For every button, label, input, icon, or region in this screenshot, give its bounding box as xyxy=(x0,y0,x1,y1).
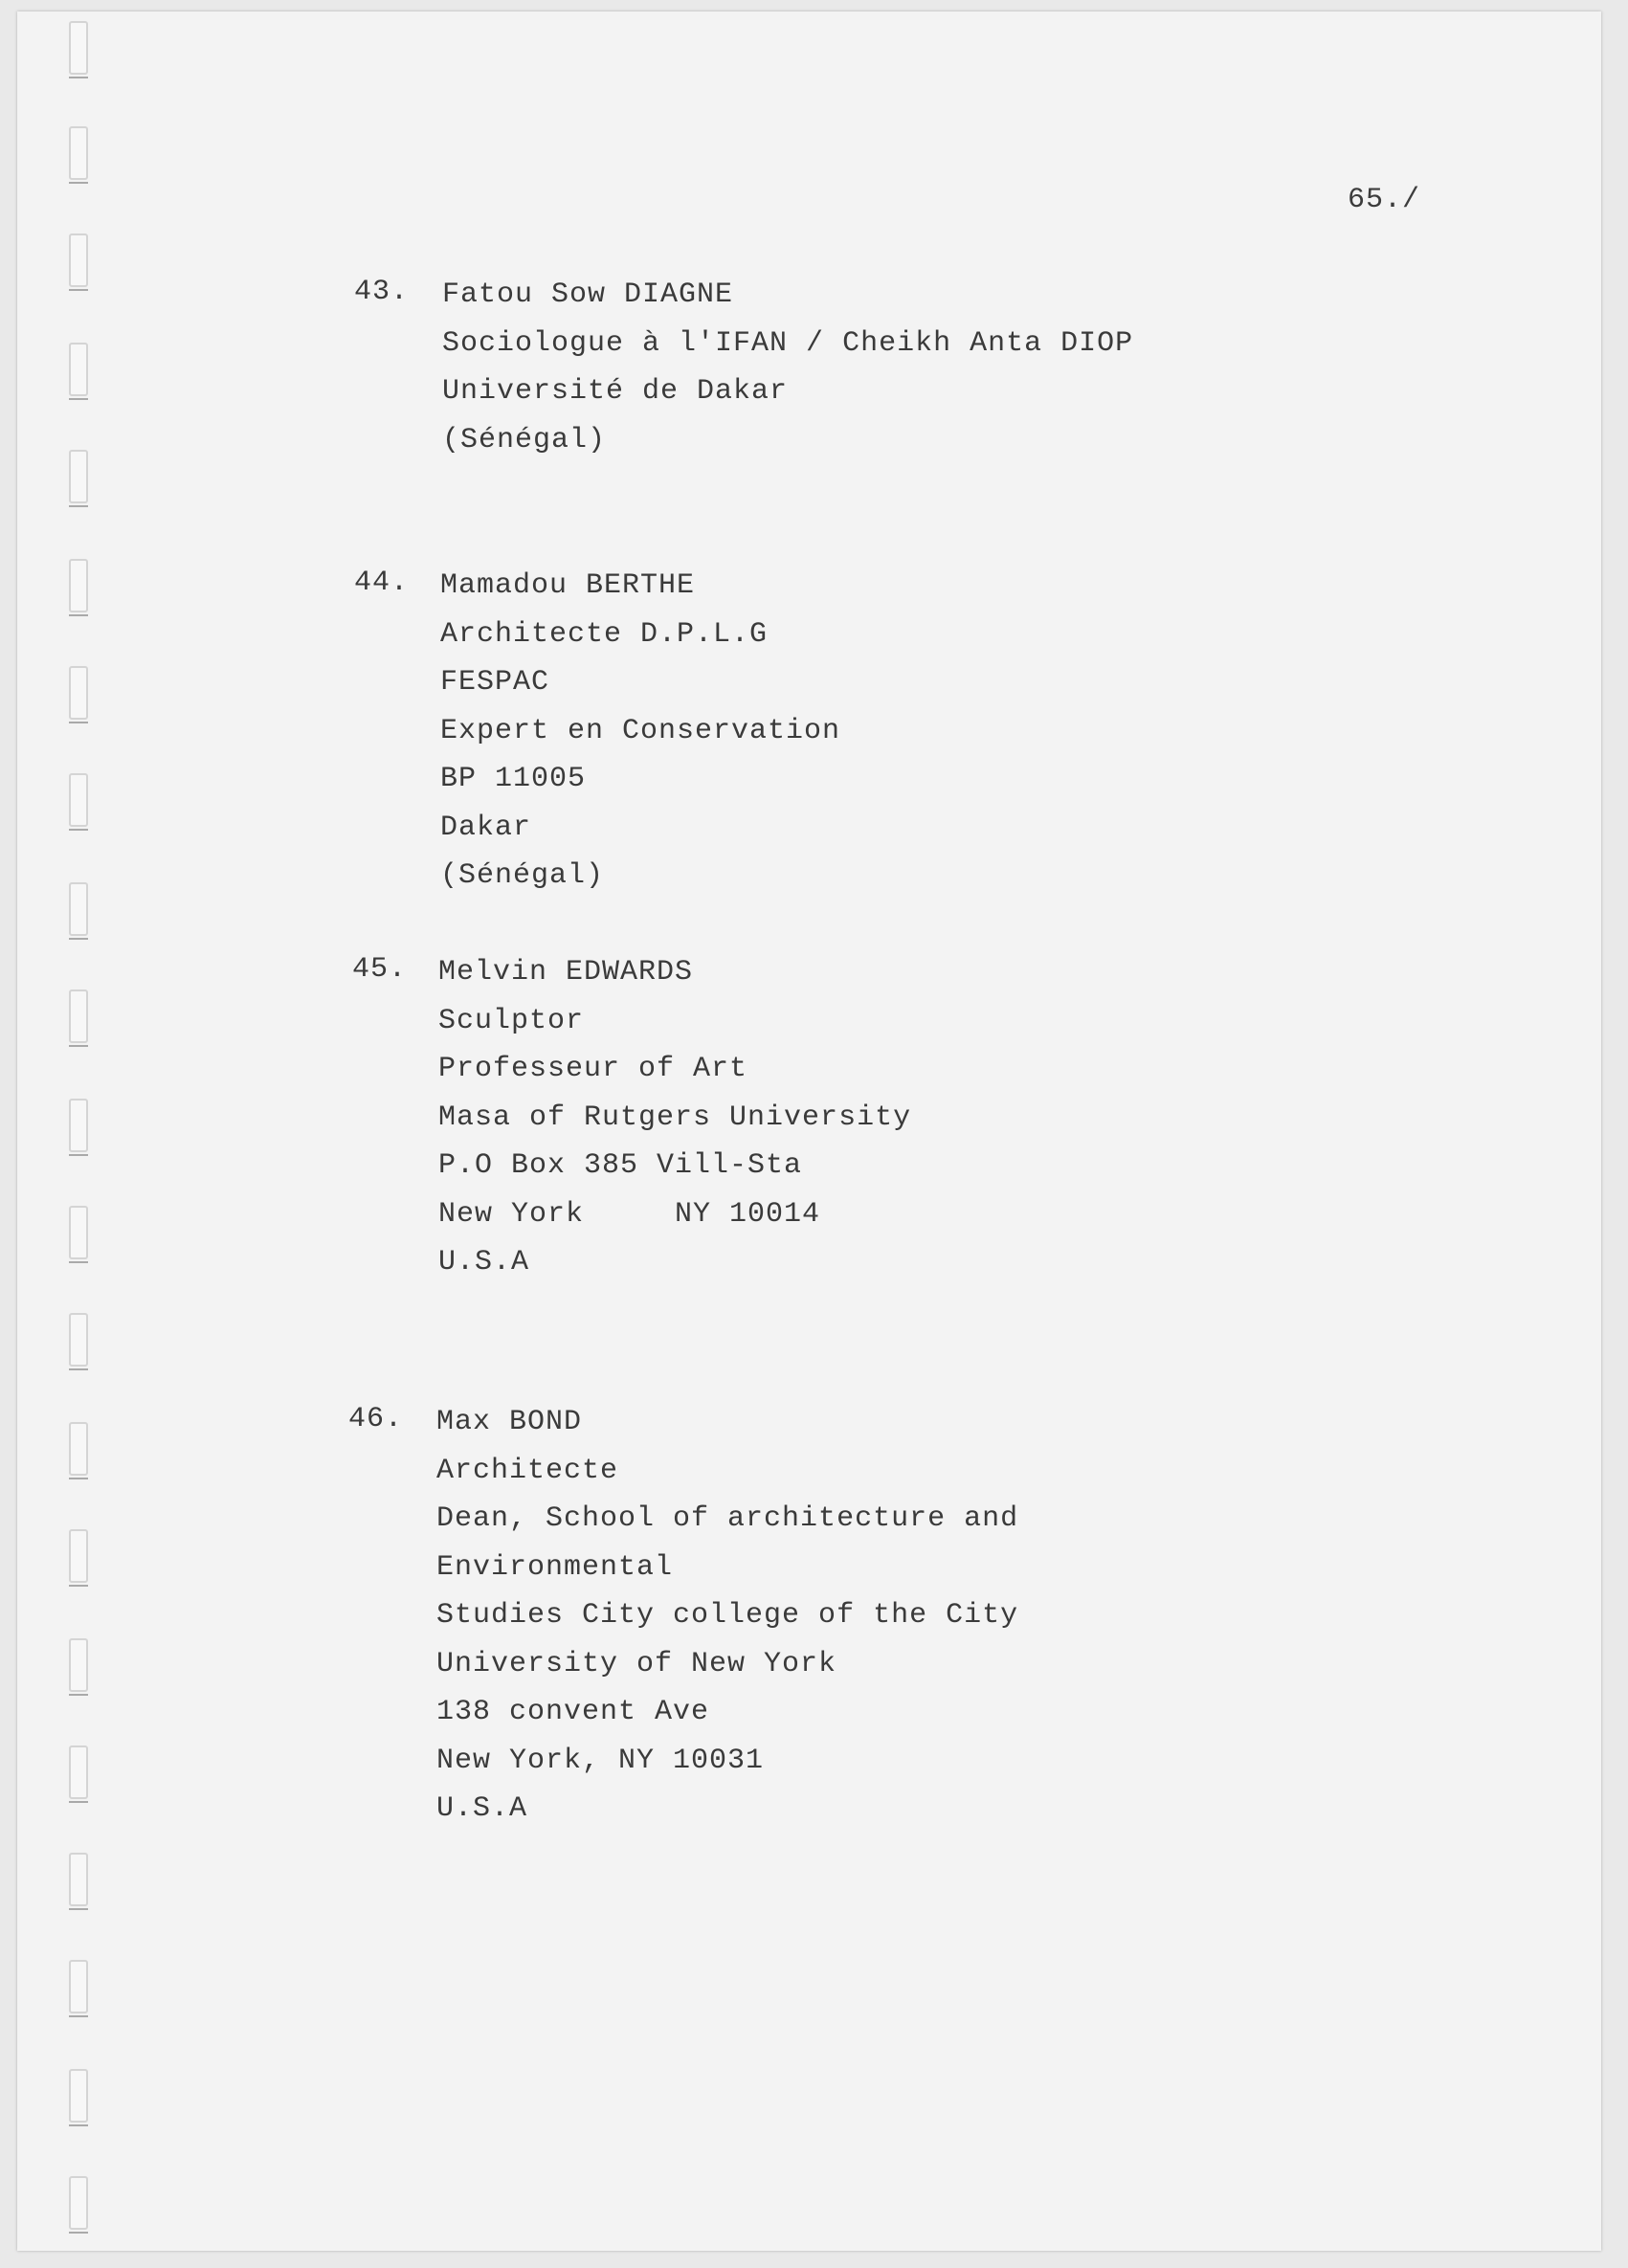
entry-line: Studies City college of the City xyxy=(436,1599,1019,1632)
entry-line: Environmental xyxy=(436,1550,674,1584)
binding-hole xyxy=(69,21,88,75)
binding-hole xyxy=(69,2069,88,2123)
entry-name: Mamadou BERTHE xyxy=(440,569,696,602)
binding-hole xyxy=(69,1422,88,1476)
binding-hole xyxy=(69,1313,88,1367)
entry-details xyxy=(438,953,1395,1292)
binding-hole xyxy=(69,1206,88,1259)
binding-hole xyxy=(69,1960,88,2013)
entry-line: New York NY 10014 xyxy=(438,1197,821,1231)
entry-line: FESPAC xyxy=(440,666,550,699)
binding-hole xyxy=(69,450,88,503)
entry-line: P.O Box 385 Vill-Sta xyxy=(438,1149,803,1182)
entry-name: Max BOND xyxy=(436,1406,583,1438)
entry-number: 46. xyxy=(348,1403,404,1435)
binding-hole xyxy=(69,989,88,1043)
entry-line: Masa of Rutgers University xyxy=(438,1101,912,1134)
entry-line: Architecte D.P.L.G xyxy=(440,617,769,651)
binding-hole xyxy=(69,666,88,720)
binding-hole xyxy=(69,559,88,612)
binding-hole xyxy=(69,1853,88,1906)
entry-line: University of New York xyxy=(436,1647,837,1680)
binding-hole xyxy=(69,1099,88,1152)
entry-line: 138 convent Ave xyxy=(436,1696,710,1728)
entry-line: (Sénégal) xyxy=(442,423,607,456)
entry-number: 44. xyxy=(354,567,410,599)
entry-line: Dean, School of architecture and xyxy=(436,1502,1019,1535)
entry-line: BP 11005 xyxy=(440,763,587,795)
page-number: 65./ xyxy=(1348,184,1421,216)
binding-hole xyxy=(69,882,88,936)
entry-line: Professeur of Art xyxy=(438,1053,748,1085)
binding-hole xyxy=(69,1745,88,1799)
entry-line: Sculptor xyxy=(438,1004,585,1037)
binding-hole xyxy=(69,126,88,180)
entry-line: Dakar xyxy=(440,811,532,844)
entry-line: Université de Dakar xyxy=(442,375,789,408)
entry-name: Melvin EDWARDS xyxy=(438,956,694,989)
entry-name: Fatou Sow DIAGNE xyxy=(442,278,734,311)
entry-line: (Sénégal) xyxy=(440,859,605,892)
entry-line: U.S.A xyxy=(436,1792,528,1825)
entry-line: U.S.A xyxy=(438,1246,530,1279)
entry-line: New York, NY 10031 xyxy=(436,1744,765,1777)
binding-hole xyxy=(69,233,88,287)
entry-number: 45. xyxy=(352,953,408,986)
entry-details xyxy=(436,1403,1394,1838)
binding-hole xyxy=(69,2176,88,2230)
entry-line: Architecte xyxy=(436,1454,619,1487)
document-page xyxy=(17,11,1601,2251)
entry-details xyxy=(440,567,1397,905)
entry-number: 43. xyxy=(354,276,410,308)
binding-hole xyxy=(69,773,88,827)
binding-hole xyxy=(69,1638,88,1692)
entry-details xyxy=(442,276,1399,469)
entry-line: Sociologue à l'IFAN / Cheikh Anta DIOP xyxy=(442,326,1134,360)
binding-hole xyxy=(69,343,88,396)
entry-line: Expert en Conservation xyxy=(440,714,841,747)
binding-hole xyxy=(69,1529,88,1583)
